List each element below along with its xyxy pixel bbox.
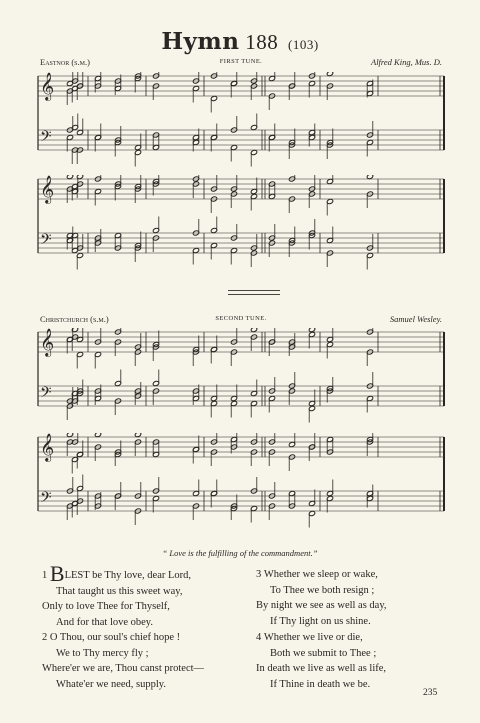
verse-line: That taught us this sweet way, bbox=[56, 585, 183, 597]
motto: “ Love is the fulfilling of the commandment.” bbox=[162, 548, 318, 558]
verse-line: Whether we sleep or wake, bbox=[263, 569, 378, 580]
verse-line: If Thine in death we be. bbox=[270, 678, 371, 690]
verse-line: And for that love obey. bbox=[56, 616, 154, 628]
verse-line: Both we submit to Thee ; bbox=[270, 647, 377, 659]
treble-clef-icon: 𝄞 bbox=[40, 328, 55, 356]
hymn-word: Hymn bbox=[161, 28, 240, 55]
tune-1-name: Eastnor (s.m.) bbox=[40, 57, 90, 67]
tune-1-system-2 bbox=[36, 175, 448, 275]
verse-line: Whether we live or die, bbox=[263, 632, 363, 643]
bass-clef-icon: 𝄢 bbox=[40, 489, 52, 510]
verse-2 bbox=[42, 630, 204, 692]
verse-4 bbox=[256, 630, 386, 692]
verse-num: 4 bbox=[256, 632, 262, 643]
drop-cap: B bbox=[49, 561, 65, 586]
tune-1-system-1 bbox=[36, 72, 448, 172]
verse-num: 3 bbox=[256, 569, 262, 580]
tune-2-composer: Samuel Wesley. bbox=[389, 314, 442, 324]
hymn-alt-number: (103) bbox=[287, 37, 319, 52]
verse-line: We to Thy mercy fly ; bbox=[56, 647, 149, 659]
tune-2-name: Christchurch (s.m.) bbox=[40, 314, 109, 324]
verse-line: Whate'er we need, supply. bbox=[56, 678, 166, 690]
tune-2-system-1 bbox=[36, 328, 448, 428]
verse-line: Only to love Thee for Thyself, bbox=[42, 601, 170, 612]
tune-divider bbox=[228, 290, 280, 295]
bass-clef-icon: 𝄢 bbox=[40, 128, 52, 149]
verse-line: By night we see as well as day, bbox=[256, 600, 387, 611]
tune-1-composer: Alfred King, Mus. D. bbox=[371, 57, 442, 67]
verse-line: In death we live as well as life, bbox=[256, 663, 387, 674]
bass-clef-icon: 𝄢 bbox=[40, 231, 52, 252]
verse-line: BLEST be Thy love, dear Lord, bbox=[49, 561, 192, 586]
treble-clef-icon: 𝄞 bbox=[40, 72, 55, 100]
hymn-title bbox=[0, 28, 480, 55]
verse-line: Where'er we are, Thou canst protect— bbox=[42, 663, 205, 674]
tune-1-label: FIRST TUNE. bbox=[219, 58, 263, 65]
bass-clef-icon: 𝄢 bbox=[40, 384, 52, 405]
tune-2-system-2 bbox=[36, 433, 448, 533]
verse-1 bbox=[42, 561, 192, 630]
treble-clef-icon: 𝄞 bbox=[40, 175, 55, 203]
treble-clef-icon: 𝄞 bbox=[40, 433, 55, 461]
hymn-number: 188 bbox=[245, 30, 279, 54]
verse-line: To Thee we both resign ; bbox=[270, 584, 375, 596]
verse-line: If Thy light on us shine. bbox=[270, 615, 371, 627]
verse-3 bbox=[256, 567, 387, 629]
verse-line: O Thou, our soul's chief hope ! bbox=[49, 632, 181, 643]
page-number: 235 bbox=[423, 688, 438, 698]
tune-2-label: SECOND TUNE. bbox=[215, 315, 267, 322]
verse-num: 2 bbox=[42, 632, 48, 643]
verse-num: 1 bbox=[42, 570, 48, 581]
